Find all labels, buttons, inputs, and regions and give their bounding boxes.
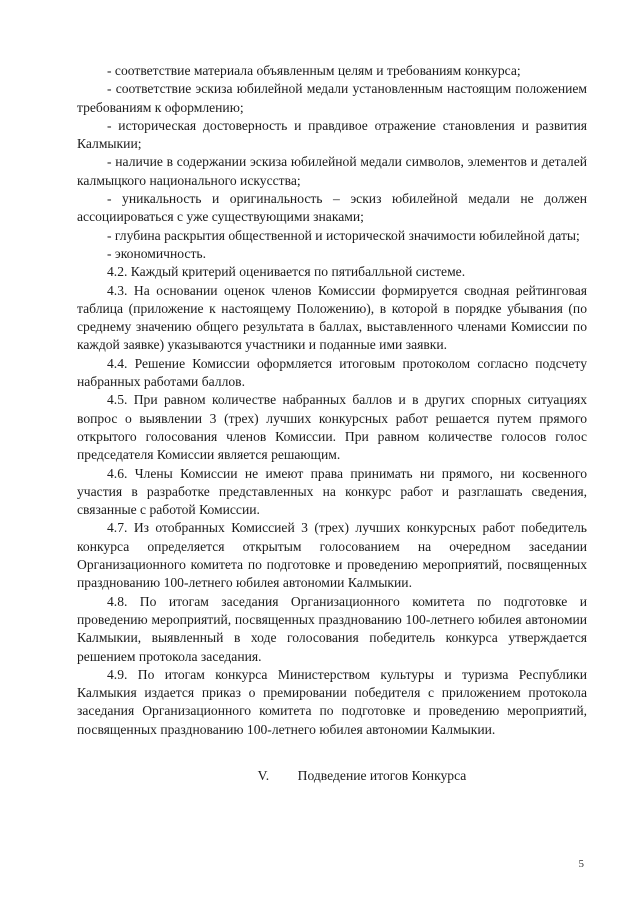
criterion-item: - экономичность. — [107, 245, 206, 261]
page-number: 5 — [578, 858, 584, 870]
clause-4-3: 4.3. На основании оценок членов Комиссии формируется сводная рейтинговая таблица (приложение к настоящему Положению), в которой в порядке убывания (по среднему значению общего результата в баллах, выставленного членами Комиссии по каждой заявке) указываются участники и поданные ими заявки. — [77, 282, 587, 353]
section-number: V. — [257, 767, 270, 783]
criterion-item: - глубина раскрытия общественной и исторической значимости юбилейной даты; — [107, 227, 580, 243]
section-title: Подведение итогов Конкурса — [297, 767, 467, 783]
criterion-item: - соответствие эскиза юбилейной медали установленным настоящим положением требованиям к оформлению; — [77, 81, 587, 115]
clause-4-8: 4.8. По итогам заседания Организационного комитета по подготовке и проведению мероприятий, посвященных празднованию 100-летнего юбилея автономии Калмыкии, выявленный в ходе голосования победитель конкурса утверждается решением протокола заседания. — [77, 593, 587, 664]
clause-4-7: 4.7. Из отобранных Комиссией 3 (трех) лучших конкурсных работ победитель конкурса определяется открытым голосованием на очередном заседании Организационного комитета по подготовке и проведению мероприятий, посвященных празднованию 100-летнего юбилея автономии Калмыкии. — [77, 520, 587, 591]
document-body — [77, 62, 587, 785]
criterion-item: - уникальность и оригинальность – эскиз юбилейной медали не должен ассоциироваться с уже существующими знаками; — [77, 191, 587, 225]
criterion-item: - историческая достоверность и правдивое отражение становления и развития Калмыкии; — [77, 117, 587, 152]
criterion-item: - наличие в содержании эскиза юбилейной медали символов, элементов и деталей калмыцкого национального искусства; — [77, 154, 587, 188]
criterion-item: - соответствие материала объявленным целям и требованиям конкурса; — [107, 63, 521, 78]
clause-4-4: 4.4. Решение Комиссии оформляется итоговым протоколом согласно подсчету набранных работами баллов. — [77, 355, 587, 390]
clause-4-5: 4.5. При равном количестве набранных баллов и в других спорных ситуациях вопрос о выявлении 3 (трех) лучших конкурсных работ решается путем прямого открытого голосования членов Комиссии. При равном количестве голосов голос председателя Комиссии является решающим. — [77, 392, 587, 463]
clause-4-6: 4.6. Члены Комиссии не имеют права принимать ни прямого, ни косвенного участия в разработке представленных на конкурс работ и разглашать сведения, связанные с работой Комиссии. — [77, 465, 587, 518]
clause-4-2: 4.2. Каждый критерий оценивается по пятибалльной системе. — [107, 264, 466, 280]
section-heading — [77, 767, 587, 785]
clause-4-9: 4.9. По итогам конкурса Министерством культуры и туризма Республики Калмыкия издается приказ о премировании победителя с приложением протокола заседания Организационного комитета по подготовке и проведению мероприятий, посвященных празднованию 100-летнего юбилея автономии Калмыкии. — [77, 666, 587, 737]
